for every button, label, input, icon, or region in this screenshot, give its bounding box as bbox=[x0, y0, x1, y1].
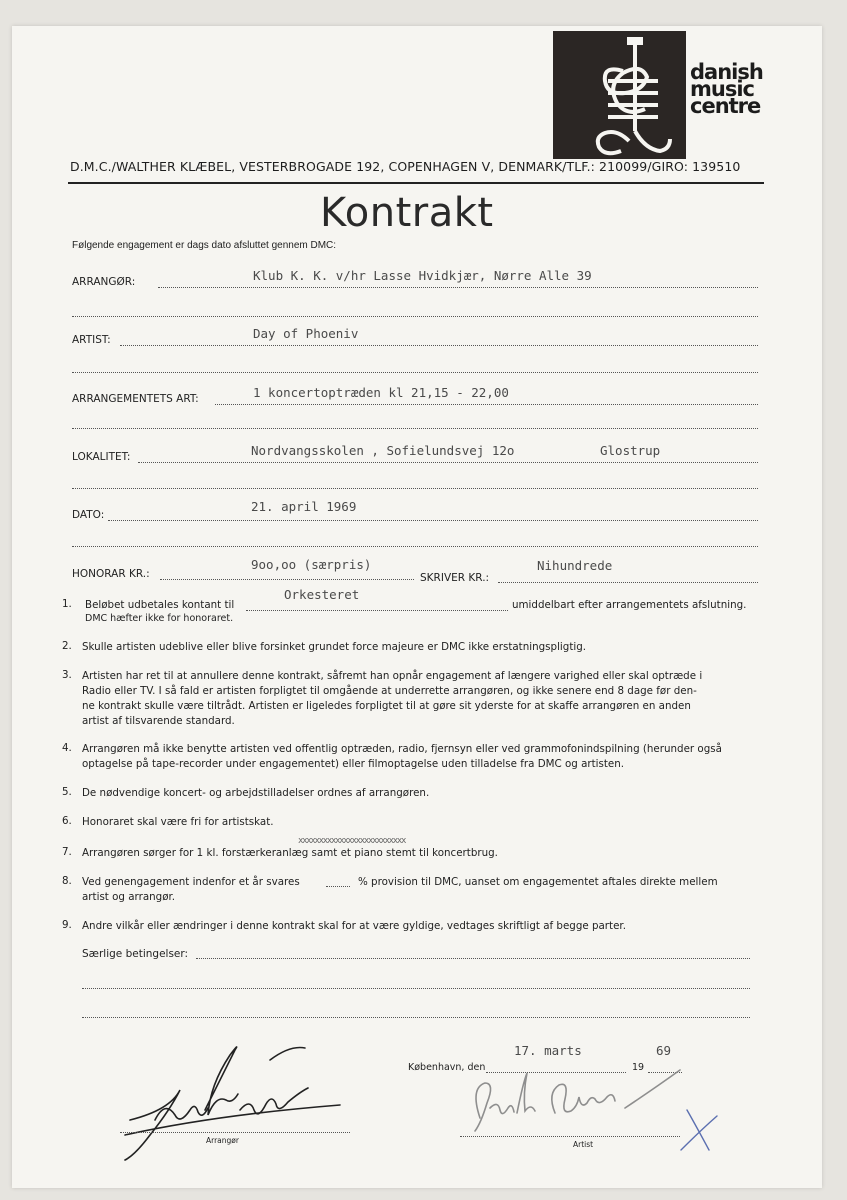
clause-1-fill: Orkesteret bbox=[284, 587, 360, 602]
clause-9-text: Andre vilkår eller ændringer i denne kontrakt skal for at være gyldige, vedtages skriftligt af begge parter. bbox=[82, 920, 626, 932]
clause-3-line-2: Radio eller TV. I så fald er artisten forpligtet til omgående at underrette arrangøren, og ikke senere end 8 dage før den- bbox=[82, 685, 697, 697]
trumpet-treble-clef-logo-icon bbox=[553, 31, 686, 159]
clause-8-fill-line bbox=[326, 886, 350, 887]
lokalitet-value: Nordvangsskolen , Sofielundsvej 12o bbox=[251, 443, 515, 458]
page-title: Kontrakt bbox=[320, 190, 494, 236]
honorar-line bbox=[160, 579, 414, 580]
intro-text: Følgende engagement er dags dato afsluttet gennem DMC: bbox=[72, 240, 337, 251]
skriver-line bbox=[498, 582, 758, 583]
art-label: ARRANGEMENTETS ART: bbox=[72, 393, 199, 405]
arranger-sign-line bbox=[120, 1132, 350, 1133]
logo-line-music: music bbox=[690, 77, 754, 101]
clause-3-number: 3. bbox=[62, 669, 72, 681]
skriver-value: Nihundrede bbox=[537, 558, 613, 573]
clause-5-text: De nødvendige koncert- og arbejdstilladelser ordnes af arrangøren. bbox=[82, 787, 430, 799]
artist-value: Day of Phoeniv bbox=[253, 326, 359, 341]
lokalitet-line-2 bbox=[72, 488, 758, 489]
clause-1-number: 1. bbox=[62, 598, 72, 610]
clause-2-number: 2. bbox=[62, 640, 72, 652]
dmc-logo-box bbox=[553, 31, 686, 159]
header-rule bbox=[68, 182, 764, 184]
lokalitet-city-value: Glostrup bbox=[600, 443, 661, 458]
clause-1-line2: DMC hæfter ikke for honoraret. bbox=[85, 613, 234, 624]
arrangor-label: ARRANGØR: bbox=[72, 276, 136, 288]
dmc-logo-wordmark bbox=[690, 60, 763, 118]
clause-4-number: 4. bbox=[62, 742, 72, 754]
clause-7-strikeout: xxxxxxxxxxxxxxxxxxxxxxxxxx bbox=[298, 836, 406, 846]
arrangor-line bbox=[158, 287, 758, 288]
artist-signature-icon bbox=[455, 1068, 735, 1158]
arranger-label: Arrangør bbox=[206, 1136, 239, 1145]
clause-3-line-1: Artisten har ret til at annullere denne kontrakt, såfremt han opnår engagement af længere varighed eller skal optræde i bbox=[82, 670, 703, 682]
clause-4-line-2: optagelse på tape-recorder under engagementet) eller filmoptagelse uden tilladelse fra DMC og artisten. bbox=[82, 758, 625, 770]
clause-1-post: umiddelbart efter arrangementets afslutning. bbox=[512, 599, 747, 611]
saerlige-line-2 bbox=[82, 988, 750, 989]
artist-label: ARTIST: bbox=[72, 334, 111, 346]
clause-3-line-4: artist af tilsvarende standard. bbox=[82, 715, 235, 727]
skriver-label: SKRIVER KR.: bbox=[420, 572, 490, 584]
clause-8-pre: Ved genengagement indenfor et år svares bbox=[82, 876, 300, 888]
art-line bbox=[215, 404, 758, 405]
clause-2-text: Skulle artisten udeblive eller blive forsinket grundet force majeure er DMC ikke erstatningspligtig. bbox=[82, 641, 587, 653]
artist-label: Artist bbox=[573, 1140, 594, 1149]
saerlige-label: Særlige betingelser: bbox=[82, 948, 189, 960]
clause-4-line-1: Arrangøren må ikke benytte artisten ved offentlig optræden, radio, fjernsyn eller ved grammofonindspilning (herunder også bbox=[82, 743, 722, 755]
clause-8-number: 8. bbox=[62, 875, 72, 887]
art-line-2 bbox=[72, 428, 758, 429]
arrangor-line-2 bbox=[72, 316, 758, 317]
signing-place: København, den bbox=[408, 1062, 486, 1073]
clause-8-line-2: artist og arrangør. bbox=[82, 891, 176, 903]
signing-year-value: 69 bbox=[656, 1043, 672, 1058]
honorar-value: 9oo,oo (særpris) bbox=[251, 557, 372, 572]
signing-date-value: 17. marts bbox=[514, 1043, 582, 1058]
clause-6-text: Honoraret skal være fri for artistskat. bbox=[82, 816, 274, 828]
clause-1-pre: Beløbet udbetales kontant til bbox=[85, 599, 235, 611]
clause-7-number: 7. bbox=[62, 846, 72, 858]
logo-line-danish: danish bbox=[690, 60, 763, 84]
dato-line-2 bbox=[72, 546, 758, 547]
saerlige-line-1 bbox=[196, 958, 750, 959]
artist-line bbox=[120, 345, 758, 346]
dmc-address-line: D.M.C./WALTHER KLÆBEL, VESTERBROGADE 192, COPENHAGEN V, DENMARK/TLF.: 210099/GIRO: 139510 bbox=[70, 159, 741, 174]
logo-line-centre: centre bbox=[690, 94, 761, 118]
lokalitet-line bbox=[138, 462, 758, 463]
clause-6-number: 6. bbox=[62, 815, 72, 827]
signing-year-prefix: 19 bbox=[632, 1062, 645, 1073]
arrangor-value: Klub K. K. v/hr Lasse Hvidkjær, Nørre Alle 39 bbox=[253, 268, 592, 283]
clause-3-line-3: ne kontrakt skulle være tiltrådt. Artisten er ligeledes forpligtet til at gøre sit yderste for at skaffe arrangøren en anden bbox=[82, 700, 691, 712]
honorar-label: HONORAR KR.: bbox=[72, 568, 150, 580]
clause-5-number: 5. bbox=[62, 786, 72, 798]
dato-label: DATO: bbox=[72, 509, 105, 521]
artist-line-2 bbox=[72, 372, 758, 373]
dato-line bbox=[108, 520, 758, 521]
clause-8-post: % provision til DMC, uanset om engagementet aftales direkte mellem bbox=[358, 876, 718, 888]
arranger-signature-icon bbox=[110, 1040, 360, 1165]
dato-value: 21. april 1969 bbox=[251, 499, 357, 514]
art-value: 1 koncertoptræden kl 21,15 - 22,00 bbox=[253, 385, 509, 400]
clause-9-number: 9. bbox=[62, 919, 72, 931]
saerlige-line-3 bbox=[82, 1017, 750, 1018]
lokalitet-label: LOKALITET: bbox=[72, 451, 131, 463]
artist-sign-line bbox=[460, 1136, 680, 1137]
clause-7-text: Arrangøren sørger for 1 kl. forstærkeranlæg samt et piano stemt til koncertbrug. bbox=[82, 847, 498, 859]
